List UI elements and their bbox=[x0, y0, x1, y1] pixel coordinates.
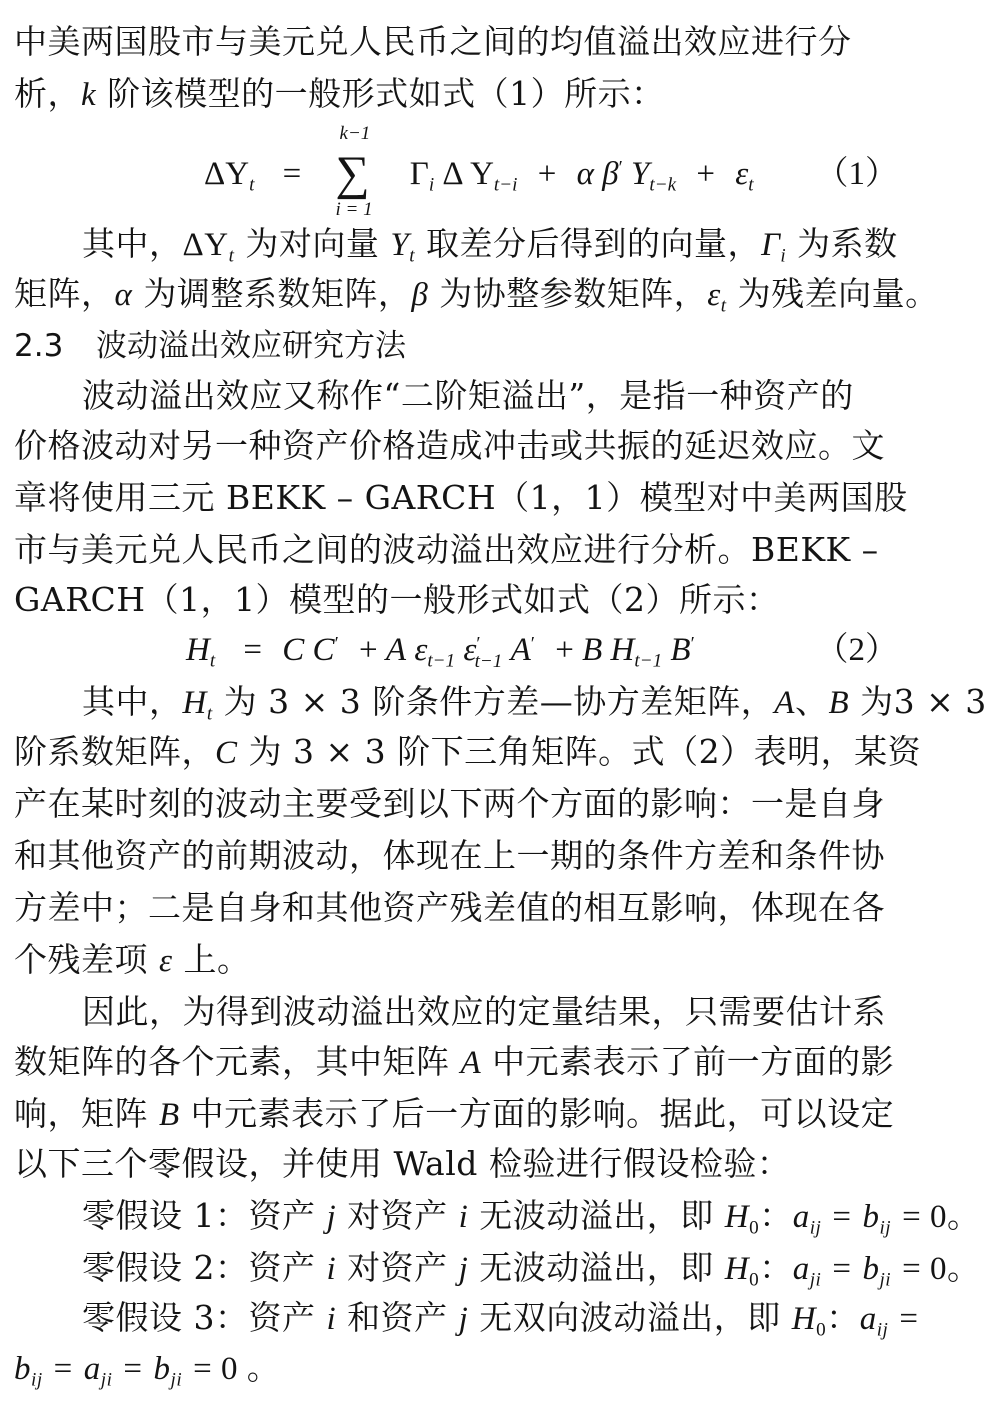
para3-line4: 市与美元兑人民币之间的波动溢出效应进行分析。BEKK – bbox=[14, 530, 879, 569]
var-dy: ΔY bbox=[182, 227, 229, 263]
var-h0: H bbox=[791, 1301, 817, 1337]
var-h0: H bbox=[724, 1199, 750, 1235]
para3-line5: GARCH（1，1）模型的一般形式如式（2）所示： bbox=[14, 580, 780, 619]
para1-line1: 中美两国股市与美元兑人民币之间的均值溢出效应进行分 bbox=[14, 22, 852, 61]
text: 无双向波动溢出，即 bbox=[468, 1298, 792, 1337]
sigma-symbol: ∑ bbox=[335, 147, 370, 200]
equation-2-body bbox=[186, 628, 695, 672]
text: 中元素表示了前一方面的影 bbox=[481, 1042, 895, 1081]
var-i: i bbox=[326, 1251, 337, 1287]
equation-1-number: （1） bbox=[815, 156, 898, 192]
var-a-ji-sub: ji bbox=[100, 1369, 113, 1391]
var-gamma-sub: i bbox=[780, 245, 787, 267]
eq1-delta-y-sub: t−i bbox=[493, 174, 518, 196]
var-y: Y bbox=[390, 227, 410, 263]
eq2-epsilon-t: ε bbox=[463, 632, 477, 668]
equals-zero: = 0。 bbox=[902, 1251, 981, 1287]
var-b: B bbox=[828, 685, 850, 721]
eq1-prime: ʹ bbox=[618, 157, 623, 179]
equals: = bbox=[53, 1351, 73, 1387]
var-j: j bbox=[326, 1199, 337, 1235]
var-a-ji-sub: ji bbox=[809, 1269, 822, 1291]
eq1-plus: + bbox=[537, 156, 557, 192]
var-c: C bbox=[215, 735, 238, 771]
eq1-y: Y bbox=[631, 156, 650, 192]
eq2-h-prev: H bbox=[610, 632, 635, 668]
text: 数矩阵的各个元素，其中矩阵 bbox=[14, 1042, 461, 1081]
var-a-ij-sub: ij bbox=[809, 1217, 822, 1239]
var-y-sub: t bbox=[409, 245, 416, 267]
para2-line1 bbox=[82, 222, 904, 267]
text: 响，矩阵 bbox=[14, 1094, 159, 1133]
eq2-prime: ʹ bbox=[530, 633, 535, 655]
text: 为 3 × 3 阶条件方差—协方差矩阵， bbox=[212, 682, 775, 721]
text: 为系数 bbox=[786, 224, 898, 263]
hypothesis-3 bbox=[82, 1296, 919, 1341]
var-k: k bbox=[81, 77, 97, 113]
var-b-ji: b bbox=[153, 1351, 171, 1387]
hypothesis-3-cont bbox=[14, 1346, 904, 1391]
equals-zero: = 0。 bbox=[902, 1199, 981, 1235]
var-a: A bbox=[774, 685, 795, 721]
eq2-a: A bbox=[385, 632, 407, 668]
eq2-equals: = bbox=[243, 632, 263, 668]
var-a: A bbox=[460, 1045, 482, 1081]
eq1-epsilon-sub: t bbox=[748, 174, 754, 196]
text: ： bbox=[759, 1248, 793, 1287]
var-j: j bbox=[458, 1251, 469, 1287]
text: 析， bbox=[14, 74, 81, 113]
text: 阶系数矩阵， bbox=[14, 732, 215, 771]
var-epsilon: ε bbox=[159, 943, 173, 979]
text: 对资产 bbox=[336, 1248, 459, 1287]
var-alpha: α bbox=[114, 277, 133, 313]
text: 无波动溢出，即 bbox=[468, 1248, 725, 1287]
var-gamma: Γ bbox=[761, 227, 781, 263]
var-epsilon: ε bbox=[707, 277, 721, 313]
para4-line3: 产在某时刻的波动主要受到以下两个方面的影响：一是自身 bbox=[14, 784, 885, 823]
eq2-b-t: B bbox=[670, 632, 691, 668]
text: 和资产 bbox=[336, 1298, 459, 1337]
eq1-lhs: ΔY bbox=[204, 156, 250, 192]
text: 为调整系数矩阵， bbox=[132, 274, 412, 313]
text: 、 bbox=[794, 682, 829, 721]
text: 零假设 1：资产 bbox=[82, 1196, 327, 1235]
text: 为 3 × 3 阶下三角矩阵。式（2）表明，某资 bbox=[237, 732, 922, 771]
var-a-ij: a bbox=[792, 1199, 810, 1235]
section-number: 2.3 bbox=[14, 328, 64, 364]
eq2-h-sub: t bbox=[209, 650, 216, 672]
eq2-prime: ʹ bbox=[690, 633, 695, 655]
text: 其中， bbox=[82, 224, 183, 263]
var-i: i bbox=[326, 1301, 337, 1337]
eq2-epsilon-sub: t−1 bbox=[427, 650, 456, 672]
text: 零假设 3：资产 bbox=[82, 1298, 327, 1337]
text: 取差分后得到的向量， bbox=[415, 224, 762, 263]
var-i: i bbox=[458, 1199, 469, 1235]
text: 为对向量 bbox=[234, 224, 391, 263]
var-dy-sub: t bbox=[228, 245, 235, 267]
eq2-cc: C C bbox=[282, 632, 335, 668]
hypothesis-2 bbox=[82, 1246, 981, 1291]
eq1-epsilon: ε bbox=[735, 156, 749, 192]
para4-line2 bbox=[14, 730, 922, 775]
equation-1-body bbox=[204, 123, 754, 220]
text: ： bbox=[826, 1298, 860, 1337]
equals-zero: = 0 。 bbox=[193, 1351, 281, 1387]
var-b-ij-sub: ij bbox=[879, 1217, 892, 1239]
var-epsilon-sub: t bbox=[720, 295, 727, 317]
para3-line1: 波动溢出效应又称作“二阶矩溢出”，是指一种资产的 bbox=[82, 376, 854, 415]
equals: = bbox=[832, 1199, 852, 1235]
equation-2 bbox=[0, 628, 912, 674]
text: 无波动溢出，即 bbox=[468, 1196, 725, 1235]
eq1-summation bbox=[330, 123, 390, 220]
text: 阶该模型的一般形式如式（1）所示： bbox=[96, 74, 665, 113]
sum-upper-limit: k−1 bbox=[339, 123, 371, 144]
eq2-h-prev-sub: t−1 bbox=[634, 650, 663, 672]
eq1-lhs-sub: t bbox=[249, 174, 255, 196]
eq1-equals: = bbox=[282, 156, 302, 192]
var-h0-sub: 0 bbox=[749, 1269, 760, 1291]
equation-2-number: （2） bbox=[815, 632, 898, 668]
equation-1 bbox=[0, 124, 912, 220]
eq2-h: H bbox=[186, 632, 210, 668]
text: 中元素表示了后一方面的影响。据此，可以设定 bbox=[179, 1094, 895, 1133]
text: 为残差向量。 bbox=[726, 274, 939, 313]
var-b-ji: b bbox=[862, 1251, 880, 1287]
para4-line5: 方差中；二是自身和其他资产残差值的相互影响，体现在各 bbox=[14, 888, 885, 927]
var-b-ji-sub: ji bbox=[170, 1369, 183, 1391]
para4-line1 bbox=[82, 680, 987, 725]
var-b-ji-sub: ji bbox=[879, 1269, 892, 1291]
eq2-prime: ʹ bbox=[476, 633, 481, 655]
var-a-ji: a bbox=[83, 1351, 101, 1387]
para5-line1: 因此，为得到波动溢出效应的定量结果，只需要估计系 bbox=[82, 992, 886, 1031]
text: 其中， bbox=[82, 682, 183, 721]
var-h0-sub: 0 bbox=[749, 1217, 760, 1239]
eq2-plus: + bbox=[555, 632, 574, 668]
eq2-plus: + bbox=[359, 632, 378, 668]
para4-line6 bbox=[14, 938, 904, 983]
var-a-ij-sub: ij bbox=[876, 1319, 889, 1341]
eq1-gamma-sub: i bbox=[428, 174, 435, 196]
text: 个残差项 bbox=[14, 940, 159, 979]
eq1-alpha-beta: α β bbox=[576, 156, 619, 192]
var-a-ij: a bbox=[859, 1301, 877, 1337]
var-b-ij: b bbox=[862, 1199, 880, 1235]
hypothesis-1 bbox=[82, 1194, 981, 1239]
section-heading bbox=[14, 324, 904, 368]
para5-line2 bbox=[14, 1040, 904, 1085]
equals: = bbox=[899, 1301, 919, 1337]
text: 零假设 2：资产 bbox=[82, 1248, 327, 1287]
section-title: 波动溢出效应研究方法 bbox=[96, 328, 406, 364]
text: 为协整参数矩阵， bbox=[428, 274, 708, 313]
eq1-delta-y: Δ Y bbox=[442, 156, 494, 192]
para3-line2: 价格波动对另一种资产价格造成冲击或共振的延迟效应。文 bbox=[14, 426, 885, 465]
eq2-epsilon: ε bbox=[414, 632, 428, 668]
var-h: H bbox=[182, 685, 207, 721]
para5-line3 bbox=[14, 1092, 904, 1137]
var-b-ij-sub: ij bbox=[31, 1369, 43, 1391]
eq2-b: B bbox=[582, 632, 603, 668]
var-a-ji: a bbox=[792, 1251, 810, 1287]
var-j: j bbox=[458, 1301, 469, 1337]
para2-line2 bbox=[14, 272, 939, 317]
eq1-plus: + bbox=[696, 156, 715, 192]
equals: = bbox=[123, 1351, 143, 1387]
text: 矩阵， bbox=[14, 274, 115, 313]
text: 上。 bbox=[172, 940, 251, 979]
var-h0: H bbox=[724, 1251, 750, 1287]
eq2-epsilon-t-sub: t−1 bbox=[474, 650, 503, 672]
var-b: B bbox=[159, 1097, 180, 1133]
para1-line2 bbox=[14, 72, 904, 117]
var-b-ij: b bbox=[14, 1351, 31, 1387]
sum-lower-limit: i = 1 bbox=[335, 199, 373, 220]
text: ： bbox=[759, 1196, 793, 1235]
para5-line4: 以下三个零假设，并使用 Wald 检验进行假设检验： bbox=[14, 1144, 791, 1183]
text: 对资产 bbox=[336, 1196, 459, 1235]
eq2-prime: ʹ bbox=[334, 633, 339, 655]
var-h-sub: t bbox=[206, 703, 213, 725]
para3-line3: 章将使用三元 BEKK – GARCH（1，1）模型对中美两国股 bbox=[14, 478, 908, 517]
para4-line4: 和其他资产的前期波动，体现在上一期的条件方差和条件协 bbox=[14, 836, 885, 875]
equals: = bbox=[832, 1251, 852, 1287]
text: 为3 × 3 bbox=[849, 682, 987, 721]
eq1-y-sub: t−k bbox=[649, 174, 677, 196]
eq1-gamma: Γ bbox=[409, 156, 429, 192]
var-h0-sub: 0 bbox=[816, 1319, 827, 1341]
eq2-a-t: A bbox=[510, 632, 531, 668]
var-beta: β bbox=[411, 277, 429, 313]
